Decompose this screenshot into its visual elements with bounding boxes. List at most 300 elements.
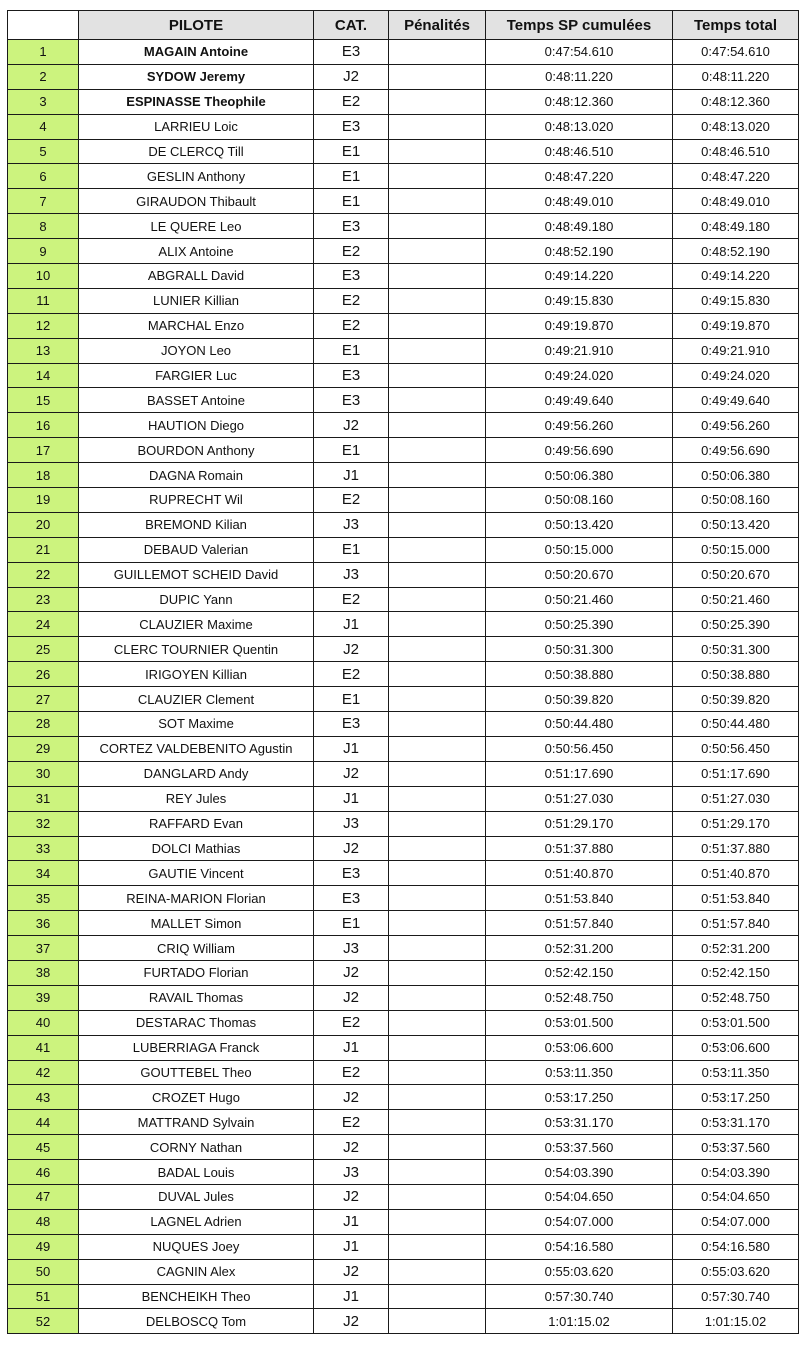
pilot-name-cell: CLAUZIER Clement [79,687,314,712]
total-time-cell: 0:57:30.740 [673,1284,799,1309]
total-time-cell: 0:48:52.190 [673,239,799,264]
total-time-cell: 0:50:39.820 [673,687,799,712]
penalties-cell [389,139,486,164]
penalties-cell [389,836,486,861]
penalties-cell [389,811,486,836]
pilot-name-cell: GIRAUDON Thibault [79,189,314,214]
pilot-name-cell: BADAL Louis [79,1160,314,1185]
rank-cell: 49 [8,1234,79,1259]
header-penalites: Pénalités [389,11,486,40]
total-time-cell: 0:51:27.030 [673,786,799,811]
category-cell: E2 [314,239,389,264]
sp-time-cell: 0:51:40.870 [486,861,673,886]
total-time-cell: 0:49:56.260 [673,413,799,438]
sp-time-cell: 0:49:14.220 [486,264,673,289]
category-cell: E1 [314,189,389,214]
pilot-name-cell: GAUTIE Vincent [79,861,314,886]
total-time-cell: 0:54:16.580 [673,1234,799,1259]
sp-time-cell: 0:50:21.460 [486,587,673,612]
penalties-cell [389,886,486,911]
penalties-cell [389,313,486,338]
total-time-cell: 0:48:46.510 [673,139,799,164]
total-time-cell: 0:50:15.000 [673,537,799,562]
total-time-cell: 0:54:07.000 [673,1209,799,1234]
sp-time-cell: 0:48:49.010 [486,189,673,214]
total-time-cell: 0:49:15.830 [673,288,799,313]
rank-cell: 14 [8,363,79,388]
pilot-name-cell: JOYON Leo [79,338,314,363]
total-time-cell: 0:53:01.500 [673,1010,799,1035]
penalties-cell [389,1135,486,1160]
table-row [8,960,799,985]
table-row [8,836,799,861]
rank-cell: 45 [8,1135,79,1160]
table-row [8,761,799,786]
rank-cell: 48 [8,1209,79,1234]
category-cell: J1 [314,1234,389,1259]
category-cell: E2 [314,1110,389,1135]
rank-cell: 40 [8,1010,79,1035]
total-time-cell: 0:50:21.460 [673,587,799,612]
pilot-name-cell: ALIX Antoine [79,239,314,264]
sp-time-cell: 0:51:17.690 [486,761,673,786]
penalties-cell [389,1184,486,1209]
category-cell: E2 [314,662,389,687]
total-time-cell: 0:53:11.350 [673,1060,799,1085]
rank-cell: 20 [8,512,79,537]
category-cell: J1 [314,1209,389,1234]
pilot-name-cell: CROZET Hugo [79,1085,314,1110]
table-row [8,288,799,313]
category-cell: E3 [314,886,389,911]
sp-time-cell: 0:48:13.020 [486,114,673,139]
pilot-name-cell: BOURDON Anthony [79,438,314,463]
total-time-cell: 0:50:38.880 [673,662,799,687]
total-time-cell: 0:50:44.480 [673,712,799,737]
table-row [8,736,799,761]
total-time-cell: 0:51:53.840 [673,886,799,911]
pilot-name-cell: GOUTTEBEL Theo [79,1060,314,1085]
pilot-name-cell: REY Jules [79,786,314,811]
total-time-cell: 0:49:19.870 [673,313,799,338]
total-time-cell: 0:49:21.910 [673,338,799,363]
category-cell: J2 [314,64,389,89]
sp-time-cell: 0:50:31.300 [486,637,673,662]
sp-time-cell: 0:50:39.820 [486,687,673,712]
table-row [8,413,799,438]
category-cell: J2 [314,637,389,662]
category-cell: J1 [314,736,389,761]
pilot-name-cell: LAGNEL Adrien [79,1209,314,1234]
table-row [8,313,799,338]
pilot-name-cell: DUVAL Jules [79,1184,314,1209]
table-row [8,1184,799,1209]
sp-time-cell: 0:50:06.380 [486,463,673,488]
sp-time-cell: 0:48:52.190 [486,239,673,264]
table-row [8,985,799,1010]
table-row [8,363,799,388]
sp-time-cell: 0:49:21.910 [486,338,673,363]
rank-cell: 23 [8,587,79,612]
sp-time-cell: 0:48:12.360 [486,89,673,114]
pilot-name-cell: REINA-MARION Florian [79,886,314,911]
penalties-cell [389,736,486,761]
penalties-cell [389,786,486,811]
total-time-cell: 0:48:47.220 [673,164,799,189]
header-temps-total: Temps total [673,11,799,40]
table-row [8,911,799,936]
sp-time-cell: 0:51:53.840 [486,886,673,911]
penalties-cell [389,612,486,637]
table-row [8,811,799,836]
category-cell: E1 [314,537,389,562]
category-cell: J3 [314,936,389,961]
rank-cell: 31 [8,786,79,811]
penalties-cell [389,936,486,961]
pilot-name-cell: NUQUES Joey [79,1234,314,1259]
category-cell: J2 [314,836,389,861]
total-time-cell: 0:50:20.670 [673,562,799,587]
sp-time-cell: 0:52:31.200 [486,936,673,961]
table-row [8,239,799,264]
table-row [8,861,799,886]
sp-time-cell: 0:49:19.870 [486,313,673,338]
table-row [8,587,799,612]
category-cell: E1 [314,687,389,712]
rank-cell: 43 [8,1085,79,1110]
rank-cell: 5 [8,139,79,164]
total-time-cell: 0:51:29.170 [673,811,799,836]
rank-cell: 24 [8,612,79,637]
pilot-name-cell: ABGRALL David [79,264,314,289]
table-row [8,1284,799,1309]
total-time-cell: 0:50:08.160 [673,488,799,513]
total-time-cell: 0:50:25.390 [673,612,799,637]
pilot-name-cell: ESPINASSE Theophile [79,89,314,114]
pilot-name-cell: DANGLARD Andy [79,761,314,786]
rank-cell: 41 [8,1035,79,1060]
rank-cell: 7 [8,189,79,214]
sp-time-cell: 0:57:30.740 [486,1284,673,1309]
sp-time-cell: 0:55:03.620 [486,1259,673,1284]
rank-cell: 37 [8,936,79,961]
sp-time-cell: 0:51:57.840 [486,911,673,936]
total-time-cell: 0:50:31.300 [673,637,799,662]
total-time-cell: 0:53:37.560 [673,1135,799,1160]
penalties-cell [389,338,486,363]
table-row [8,1309,799,1334]
sp-time-cell: 0:47:54.610 [486,40,673,65]
category-cell: E1 [314,139,389,164]
category-cell: J3 [314,562,389,587]
sp-time-cell: 1:01:15.02 [486,1309,673,1334]
rank-cell: 42 [8,1060,79,1085]
table-row [8,1085,799,1110]
total-time-cell: 0:53:17.250 [673,1085,799,1110]
rank-cell: 2 [8,64,79,89]
pilot-name-cell: DE CLERCQ Till [79,139,314,164]
rank-cell: 30 [8,761,79,786]
table-row [8,139,799,164]
rank-cell: 32 [8,811,79,836]
rank-cell: 39 [8,985,79,1010]
category-cell: E2 [314,313,389,338]
total-time-cell: 0:49:49.640 [673,388,799,413]
total-time-cell: 0:50:06.380 [673,463,799,488]
rank-cell: 38 [8,960,79,985]
pilot-name-cell: FURTADO Florian [79,960,314,985]
pilot-name-cell: CLAUZIER Maxime [79,612,314,637]
pilot-name-cell: LARRIEU Loic [79,114,314,139]
penalties-cell [389,264,486,289]
penalties-cell [389,1209,486,1234]
penalties-cell [389,114,486,139]
category-cell: E2 [314,488,389,513]
total-time-cell: 0:49:56.690 [673,438,799,463]
table-row [8,1035,799,1060]
category-cell: E2 [314,587,389,612]
pilot-name-cell: SOT Maxime [79,712,314,737]
category-cell: J3 [314,1160,389,1185]
sp-time-cell: 0:50:56.450 [486,736,673,761]
category-cell: J2 [314,761,389,786]
table-row [8,338,799,363]
pilot-name-cell: DUPIC Yann [79,587,314,612]
category-cell: E2 [314,1060,389,1085]
table-row [8,687,799,712]
table-row [8,1010,799,1035]
total-time-cell: 0:49:14.220 [673,264,799,289]
category-cell: J3 [314,512,389,537]
table-row [8,264,799,289]
rank-cell: 29 [8,736,79,761]
table-row [8,1135,799,1160]
penalties-cell [389,413,486,438]
sp-time-cell: 0:50:08.160 [486,488,673,513]
category-cell: J1 [314,612,389,637]
rank-cell: 1 [8,40,79,65]
total-time-cell: 0:51:17.690 [673,761,799,786]
sp-time-cell: 0:53:37.560 [486,1135,673,1160]
table-row [8,114,799,139]
penalties-cell [389,463,486,488]
pilot-name-cell: MATTRAND Sylvain [79,1110,314,1135]
pilot-name-cell: SYDOW Jeremy [79,64,314,89]
penalties-cell [389,761,486,786]
total-time-cell: 0:51:57.840 [673,911,799,936]
category-cell: J2 [314,1259,389,1284]
penalties-cell [389,911,486,936]
pilot-name-cell: DESTARAC Thomas [79,1010,314,1035]
category-cell: J1 [314,1284,389,1309]
total-time-cell: 0:55:03.620 [673,1259,799,1284]
penalties-cell [389,1060,486,1085]
category-cell: E3 [314,214,389,239]
sp-time-cell: 0:48:47.220 [486,164,673,189]
sp-time-cell: 0:49:56.260 [486,413,673,438]
table-row [8,1110,799,1135]
total-time-cell: 0:50:13.420 [673,512,799,537]
rank-cell: 34 [8,861,79,886]
table-row [8,1060,799,1085]
sp-time-cell: 0:52:48.750 [486,985,673,1010]
table-row [8,637,799,662]
rank-cell: 51 [8,1284,79,1309]
total-time-cell: 0:53:06.600 [673,1035,799,1060]
category-cell: J2 [314,985,389,1010]
penalties-cell [389,985,486,1010]
penalties-cell [389,687,486,712]
rank-cell: 27 [8,687,79,712]
table-row [8,164,799,189]
table-row [8,189,799,214]
table-row [8,40,799,65]
total-time-cell: 0:48:49.010 [673,189,799,214]
sp-time-cell: 0:51:37.880 [486,836,673,861]
table-row [8,612,799,637]
table-row [8,89,799,114]
pilot-name-cell: RUPRECHT Wil [79,488,314,513]
category-cell: E1 [314,438,389,463]
penalties-cell [389,712,486,737]
penalties-cell [389,1309,486,1334]
penalties-cell [389,1284,486,1309]
total-time-cell: 1:01:15.02 [673,1309,799,1334]
sp-time-cell: 0:49:24.020 [486,363,673,388]
pilot-name-cell: GESLIN Anthony [79,164,314,189]
penalties-cell [389,64,486,89]
table-row [8,1234,799,1259]
pilot-name-cell: MALLET Simon [79,911,314,936]
penalties-cell [389,1160,486,1185]
rank-cell: 47 [8,1184,79,1209]
rank-cell: 18 [8,463,79,488]
table-row [8,463,799,488]
category-cell: J1 [314,786,389,811]
table-row [8,64,799,89]
pilot-name-cell: DEBAUD Valerian [79,537,314,562]
rank-cell: 46 [8,1160,79,1185]
rank-cell: 44 [8,1110,79,1135]
pilot-name-cell: BREMOND Kilian [79,512,314,537]
rank-cell: 52 [8,1309,79,1334]
rank-cell: 26 [8,662,79,687]
penalties-cell [389,637,486,662]
rank-cell: 19 [8,488,79,513]
category-cell: E3 [314,388,389,413]
category-cell: E3 [314,40,389,65]
total-time-cell: 0:51:40.870 [673,861,799,886]
total-time-cell: 0:53:31.170 [673,1110,799,1135]
pilot-name-cell: DAGNA Romain [79,463,314,488]
sp-time-cell: 0:51:27.030 [486,786,673,811]
total-time-cell: 0:48:12.360 [673,89,799,114]
table-row [8,712,799,737]
category-cell: E2 [314,1010,389,1035]
rank-cell: 11 [8,288,79,313]
total-time-cell: 0:50:56.450 [673,736,799,761]
table-row [8,388,799,413]
penalties-cell [389,512,486,537]
rank-cell: 10 [8,264,79,289]
pilot-name-cell: RAFFARD Evan [79,811,314,836]
pilot-name-cell: BENCHEIKH Theo [79,1284,314,1309]
rank-cell: 6 [8,164,79,189]
category-cell: E2 [314,288,389,313]
sp-time-cell: 0:49:15.830 [486,288,673,313]
sp-time-cell: 0:50:13.420 [486,512,673,537]
pilot-name-cell: IRIGOYEN Killian [79,662,314,687]
penalties-cell [389,239,486,264]
total-time-cell: 0:49:24.020 [673,363,799,388]
pilot-name-cell: BASSET Antoine [79,388,314,413]
penalties-cell [389,587,486,612]
penalties-cell [389,1259,486,1284]
category-cell: E1 [314,338,389,363]
rank-cell: 3 [8,89,79,114]
header-rank [8,11,79,40]
penalties-cell [389,189,486,214]
table-row [8,1209,799,1234]
pilot-name-cell: CAGNIN Alex [79,1259,314,1284]
total-time-cell: 0:51:37.880 [673,836,799,861]
pilot-name-cell: MAGAIN Antoine [79,40,314,65]
category-cell: J1 [314,1035,389,1060]
penalties-cell [389,1234,486,1259]
penalties-cell [389,562,486,587]
sp-time-cell: 0:50:20.670 [486,562,673,587]
pilot-name-cell: CORNY Nathan [79,1135,314,1160]
pilot-name-cell: CRIQ William [79,936,314,961]
total-time-cell: 0:48:49.180 [673,214,799,239]
penalties-cell [389,363,486,388]
rank-cell: 17 [8,438,79,463]
category-cell: J2 [314,413,389,438]
table-row [8,1160,799,1185]
penalties-cell [389,89,486,114]
sp-time-cell: 0:54:16.580 [486,1234,673,1259]
sp-time-cell: 0:49:49.640 [486,388,673,413]
rank-cell: 4 [8,114,79,139]
penalties-cell [389,1085,486,1110]
results-body [8,40,799,1334]
penalties-cell [389,662,486,687]
pilot-name-cell: LUNIER Killian [79,288,314,313]
category-cell: J2 [314,1085,389,1110]
header-temps-sp: Temps SP cumulées [486,11,673,40]
category-cell: J2 [314,960,389,985]
pilot-name-cell: MARCHAL Enzo [79,313,314,338]
total-time-cell: 0:52:42.150 [673,960,799,985]
rank-cell: 9 [8,239,79,264]
table-row [8,1259,799,1284]
penalties-cell [389,288,486,313]
sp-time-cell: 0:50:25.390 [486,612,673,637]
pilot-name-cell: FARGIER Luc [79,363,314,388]
penalties-cell [389,861,486,886]
penalties-cell [389,438,486,463]
rank-cell: 22 [8,562,79,587]
penalties-cell [389,40,486,65]
sp-time-cell: 0:48:46.510 [486,139,673,164]
table-row [8,488,799,513]
sp-time-cell: 0:53:01.500 [486,1010,673,1035]
pilot-name-cell: CORTEZ VALDEBENITO Agustin [79,736,314,761]
penalties-cell [389,388,486,413]
sp-time-cell: 0:53:11.350 [486,1060,673,1085]
penalties-cell [389,488,486,513]
penalties-cell [389,214,486,239]
